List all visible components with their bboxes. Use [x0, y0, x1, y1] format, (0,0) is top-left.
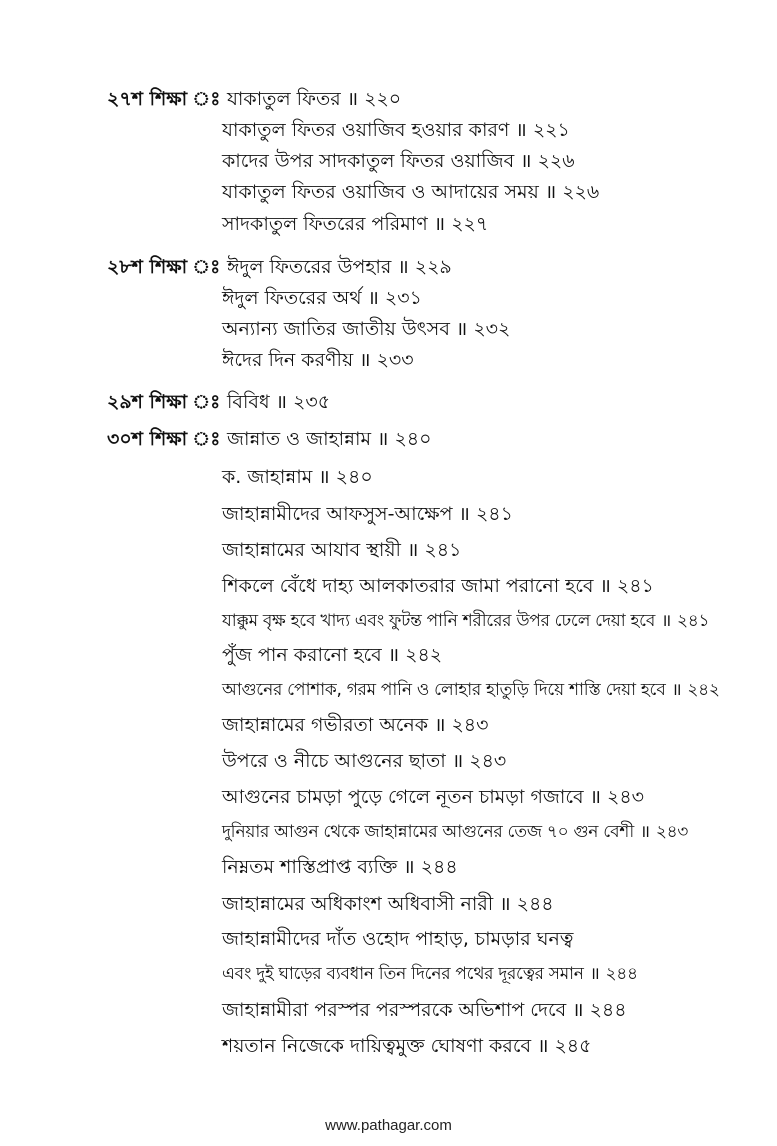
chapter-title: বিবিধ — [226, 391, 270, 413]
separator: ॥ — [403, 856, 415, 878]
toc-chapter-27 — [107, 90, 401, 109]
entry-text: কাদের উপর সাদকাতুল ফিতর ওয়াজিব — [222, 150, 515, 172]
entry-text: শয়তান নিজেকে দায়িত্বমুক্ত ঘোষণা করবে — [222, 1035, 532, 1057]
toc-chapter-29 — [107, 393, 330, 412]
page-number: ২৪৪ — [605, 964, 638, 984]
entry-text: যাকাতুল ফিতর ওয়াজিব ও আদায়ের সময় — [222, 181, 539, 203]
toc-entry — [222, 351, 414, 370]
toc-entry — [222, 824, 688, 841]
separator: ॥ — [589, 786, 601, 808]
separator: ॥ — [544, 181, 557, 203]
entry-text: অন্যান্য জাতির জাতীয় উৎসব — [222, 318, 450, 340]
page-number: ২৪৫ — [554, 1035, 592, 1057]
page-number: ২৪২ — [687, 680, 720, 700]
entry-text: জাহান্নামীদের আফসুস-আক্ষেপ — [222, 503, 453, 525]
separator: ॥ — [639, 822, 650, 842]
toc-entry — [222, 613, 709, 630]
page-number: ২৪৪ — [516, 893, 554, 915]
page-number: ২৪১ — [676, 611, 710, 631]
separator: ॥ — [433, 213, 446, 235]
separator: ॥ — [377, 428, 389, 450]
entry-text: জাহান্নামের গভীরতা অনেক — [222, 714, 429, 736]
page-number: ২২৬ — [537, 150, 575, 172]
page-number: ২৪০ — [394, 428, 432, 450]
page-number: ২৪৩ — [607, 786, 645, 808]
toc-entry — [222, 541, 461, 560]
page-number: ২৪১ — [475, 503, 513, 525]
page-number: ২২০ — [364, 88, 402, 110]
chapter-label: ২৯শ শিক্ষা ঃ — [107, 391, 221, 413]
separator: ॥ — [367, 287, 379, 309]
chapter-title: জান্নাত ও জাহান্নাম — [226, 428, 372, 450]
entry-text: এবং দুই ঘাড়ের ব্যবধান তিন দিনের পথের দূরত্বের সমান — [222, 964, 584, 984]
separator: ॥ — [671, 680, 682, 700]
separator: ॥ — [572, 999, 584, 1021]
entry-text: পুঁজ পান করানো হবে — [222, 644, 382, 666]
separator: ॥ — [520, 150, 532, 172]
entry-text: আগুনের চামড়া পুড়ে গেলে নূতন চামড়া গজাবে — [222, 786, 584, 808]
separator: ॥ — [589, 964, 600, 984]
page-number: ২৪১ — [424, 539, 462, 561]
entry-text: নিম্নতম শাস্তিপ্রাপ্ত ব্যক্তি — [222, 856, 398, 878]
entry-text: শিকলে বেঁধে দাহ্য আলকাতরার জামা পরানো হবে — [222, 575, 594, 597]
page-number: ২২৬ — [562, 181, 600, 203]
separator: ॥ — [599, 575, 611, 597]
entry-text: ক. জাহান্নাম — [222, 466, 313, 488]
separator: ॥ — [397, 256, 409, 278]
entry-text: আগুনের পোশাক, গরম পানি ও লোহার হাতুড়ি দিয়ে শাস্তি দেয়া হবে — [222, 680, 666, 700]
separator: ॥ — [275, 391, 287, 413]
toc-entry — [222, 320, 510, 339]
separator: ॥ — [434, 714, 446, 736]
separator: ॥ — [406, 539, 419, 561]
page-number: ২৪৩ — [451, 714, 489, 736]
toc-entry — [222, 289, 422, 308]
separator: ॥ — [455, 318, 468, 340]
toc-entry — [222, 752, 506, 771]
page-number: ২৪৪ — [589, 999, 627, 1021]
toc-entry — [222, 152, 575, 171]
chapter-label: ৩০শ শিক্ষা ঃ — [107, 428, 221, 450]
page-number: ২৪০ — [335, 466, 373, 488]
page-number: ২৩৫ — [293, 391, 331, 413]
chapter-label: ২৮শ শিক্ষা ঃ — [107, 256, 221, 278]
entry-text: জাহান্নামের অধিকাংশ অধিবাসী নারী — [222, 893, 494, 915]
separator: ॥ — [537, 1035, 549, 1057]
separator: ॥ — [451, 750, 464, 772]
toc-entry — [222, 1001, 627, 1020]
page-number: ২২৭ — [451, 213, 489, 235]
toc-entry — [222, 215, 488, 234]
separator: ॥ — [661, 611, 671, 631]
chapter-title: ঈদুল ফিতরের উপহার — [226, 256, 392, 278]
entry-text: দুনিয়ার আগুন থেকে জাহান্নামের আগুনের তেজ ৭০ গুন বেশী — [222, 822, 634, 842]
chapter-label: ২৭শ শিক্ষা ঃ — [107, 88, 221, 110]
toc-chapter-30 — [107, 430, 431, 449]
toc-entry — [222, 121, 570, 140]
entry-text: জাহান্নামের আযাব স্থায়ী — [222, 539, 401, 561]
toc-entry — [222, 1037, 591, 1056]
watermark-footer: www.pathagar.com — [325, 1117, 452, 1134]
separator: ॥ — [458, 503, 470, 525]
toc-entry — [222, 895, 554, 914]
separator: ॥ — [515, 119, 527, 141]
toc-entry — [222, 505, 513, 524]
page-number: ২২১ — [532, 119, 570, 141]
page-number: ২৩১ — [384, 287, 422, 309]
entry-text: জাহান্নামীদের দাঁত ওহোদ পাহাড়, চামড়ার ঘনত্ব — [222, 928, 574, 950]
separator: ॥ — [387, 644, 400, 666]
toc-entry — [222, 468, 373, 487]
entry-text: যাকাতুল ফিতর ওয়াজিব হওয়ার কারণ — [222, 119, 510, 141]
toc-entry — [222, 858, 458, 877]
separator: ॥ — [499, 893, 511, 915]
toc-entry — [222, 682, 720, 699]
entry-text: যাক্কুম বৃক্ষ হবে খাদ্য এবং ফুটন্ত পানি শরীরের উপর ঢেলে দেয়া হবে — [222, 611, 656, 631]
separator: ॥ — [318, 466, 330, 488]
toc-chapter-28 — [107, 258, 452, 277]
toc-entry — [222, 966, 638, 983]
toc-entry — [222, 646, 442, 665]
page-number: ২৪৩ — [655, 822, 689, 842]
page-number: ২৪২ — [405, 644, 443, 666]
chapter-title: যাকাতুল ফিতর — [226, 88, 341, 110]
toc-entry — [222, 788, 644, 807]
entry-text: ঈদের দিন করণীয় — [222, 349, 354, 371]
entry-text: জাহান্নামীরা পরস্পর পরস্পরকে অভিশাপ দেবে — [222, 999, 567, 1021]
separator: ॥ — [346, 88, 359, 110]
page-number: ২৩২ — [473, 318, 511, 340]
page-number: ২৪৪ — [420, 856, 458, 878]
entry-text: উপরে ও নীচে আগুনের ছাতা — [222, 750, 446, 772]
entry-text: ঈদুল ফিতরের অর্থ — [222, 287, 362, 309]
toc-entry — [222, 183, 599, 202]
entry-text: সাদকাতুল ফিতরের পরিমাণ — [222, 213, 428, 235]
separator: ॥ — [359, 349, 371, 371]
page-number: ২৩৩ — [376, 349, 414, 371]
page-number: ২২৯ — [414, 256, 452, 278]
toc-entry — [222, 577, 654, 596]
page-number: ২৪৩ — [469, 750, 507, 772]
page-number: ২৪১ — [616, 575, 654, 597]
toc-entry — [222, 930, 573, 949]
toc-entry — [222, 716, 489, 735]
